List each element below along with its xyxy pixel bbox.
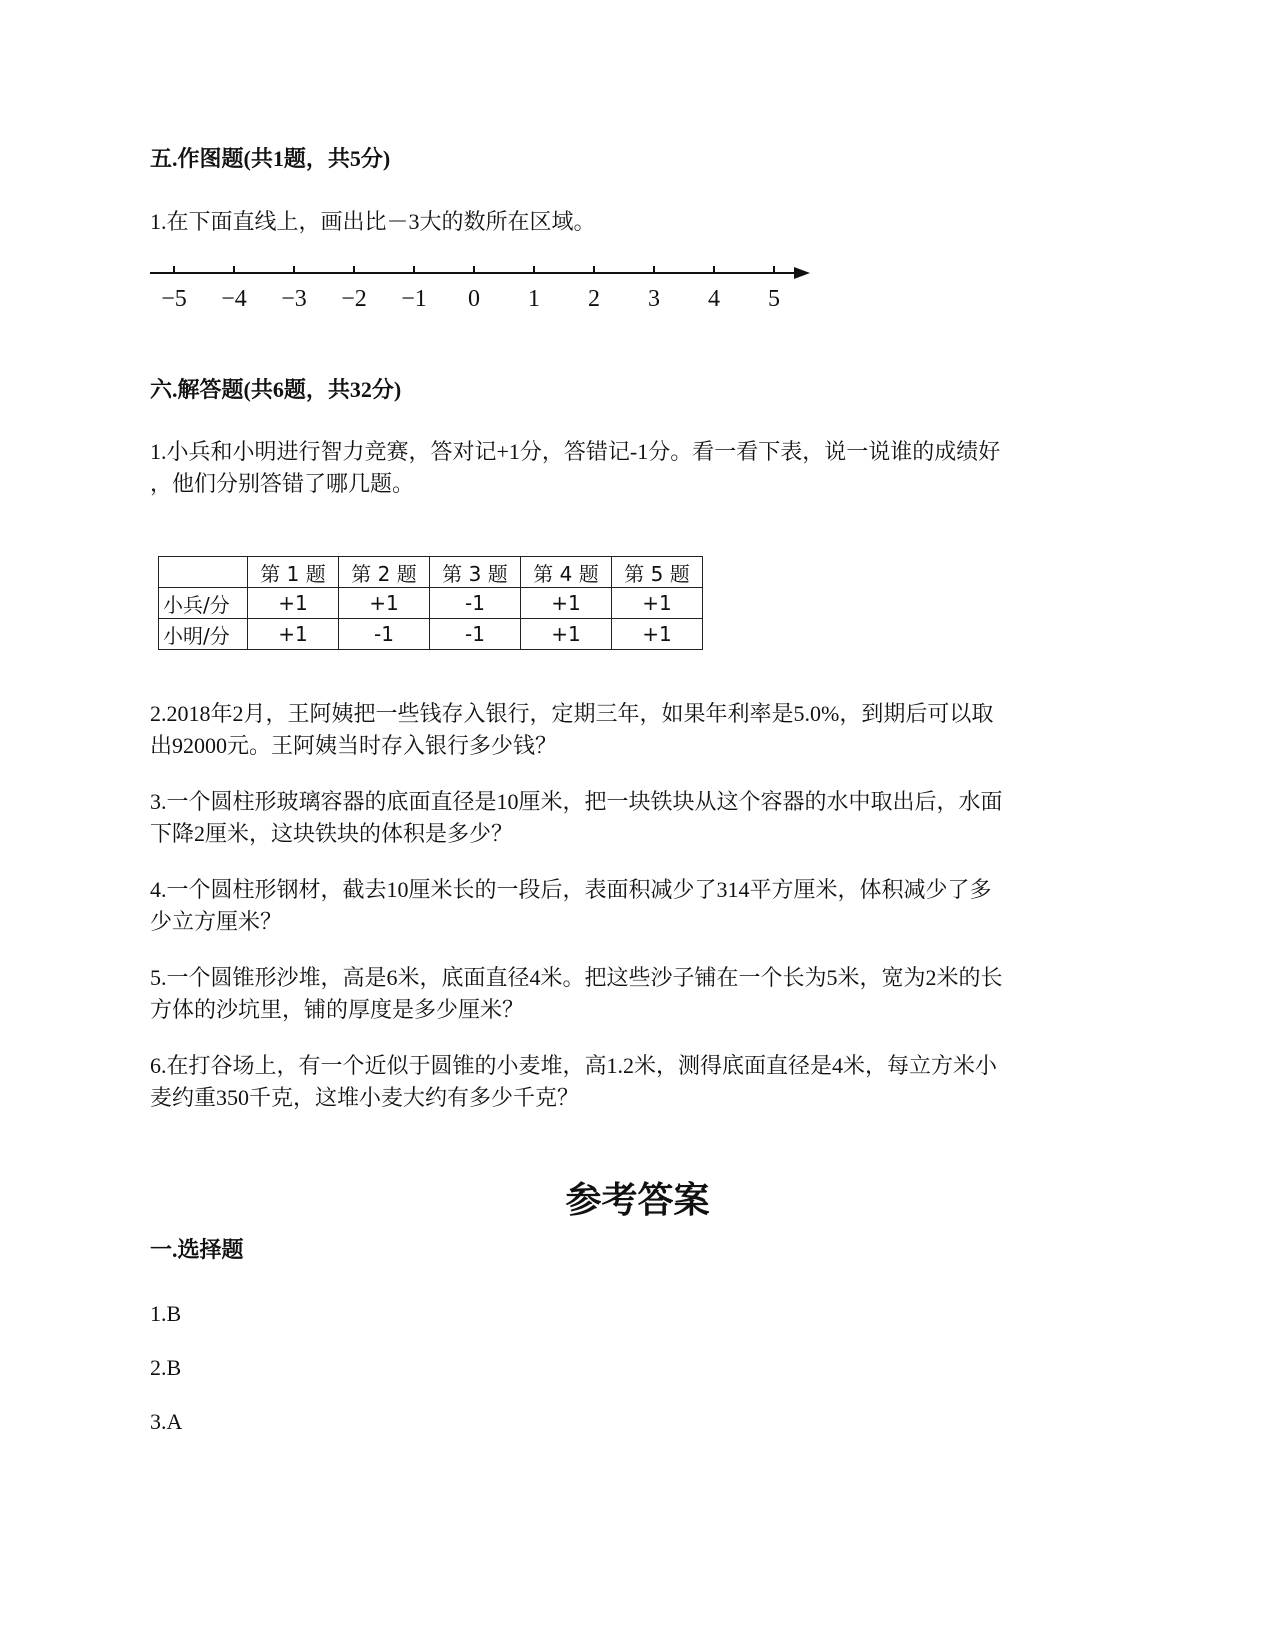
section6-question-2 [150,698,1120,762]
question-text-line2: 下降2厘米，这块铁块的体积是多少？ [150,821,514,846]
question-text-line1: 5.一个圆锥形沙堆，高是6米，底面直径4米。把这些沙子铺在一个长为5米，宽为2米的长 [150,965,1003,990]
table-header-q2: 第 2 题 [339,557,430,588]
table-header-row [159,557,703,588]
question-text-line2: 出92000元。王阿姨当时存入银行多少钱？ [150,733,558,758]
table-cell: -1 [430,619,521,650]
number-line-ticks [174,266,774,273]
table-cell: +1 [248,619,339,650]
section6-question-5 [150,962,1120,1026]
table-header-q3: 第 3 题 [430,557,521,588]
table-cell: +1 [339,588,430,619]
number-line-labels [161,286,780,312]
number-line-tick-label: −2 [341,286,367,312]
number-line-tick-label: 1 [528,286,540,312]
answers-title: 参考答案 [565,1179,710,1221]
table-cell: +1 [612,588,703,619]
question-text-line1: 3.一个圆柱形玻璃容器的底面直径是10厘米，把一块铁块从这个容器的水中取出后，水面 [150,789,1003,814]
section6-question-4 [150,874,1120,938]
number-line-tick-label: −4 [221,286,247,312]
question-text-line1: 2.2018年2月，王阿姨把一些钱存入银行，定期三年，如果年利率是5.0%，到期后可以取 [150,701,994,726]
table-cell: -1 [339,619,430,650]
row-label: 小明/分 [159,619,248,650]
section6-heading: 六.解答题(共6题，共32分) [150,377,402,402]
table-cell: -1 [430,588,521,619]
answer-item: 3.A [150,1409,183,1434]
section5-heading: 五.作图题(共1题，共5分) [150,146,391,171]
number-line-tick-label: 3 [648,286,660,312]
answers-section1-heading: 一.选择题 [150,1237,244,1262]
question-text-line2: 麦约重350千克，这堆小麦大约有多少千克？ [150,1085,580,1110]
question-text-line1: 1.小兵和小明进行智力竞赛，答对记+1分，答错记-1分。看一看下表，说一说谁的成绩好 [150,439,1001,464]
question-text-line2: 少立方厘米？ [150,909,283,934]
number-line-arrow [794,267,810,279]
section5-question-1 [150,206,1120,238]
table-cell: +1 [521,588,612,619]
table-row [159,619,703,650]
number-line-tick-label: −3 [281,286,307,312]
table-header-q4: 第 4 题 [521,557,612,588]
number-line-tick-label: 0 [468,286,480,312]
question-text: 1.在下面直线上，画出比－3大的数所在区域。 [150,209,596,234]
answer-item: 1.B [150,1301,182,1326]
number-line-tick-label: 4 [708,286,720,312]
score-table [158,556,703,650]
row-label: 小兵/分 [159,588,248,619]
question-text-line1: 6.在打谷场上，有一个近似于圆锥的小麦堆，高1.2米，测得底面直径是4米，每立方米小 [150,1053,998,1078]
question-text-line2: ，他们分别答错了哪几题。 [150,471,415,496]
answer-item: 2.B [150,1355,182,1380]
table-header-q5: 第 5 题 [612,557,703,588]
number-line [148,258,818,318]
number-line-tick-label: 5 [768,286,780,312]
table-cell: +1 [521,619,612,650]
table-cell: +1 [612,619,703,650]
number-line-tick-label: −5 [161,286,187,312]
number-line-tick-label: −1 [401,286,427,312]
table-row [159,588,703,619]
section6-question-3 [150,786,1120,850]
section6-question-6 [150,1050,1120,1114]
question-text-line1: 4.一个圆柱形钢材，截去10厘米长的一段后，表面积减少了314平方厘米，体积减少了多 [150,877,992,902]
number-line-tick-label: 2 [588,286,600,312]
table-header-corner [159,557,248,588]
table-header-q1: 第 1 题 [248,557,339,588]
section6-question-1 [150,436,1120,500]
table-cell: +1 [248,588,339,619]
question-text-line2: 方体的沙坑里，铺的厚度是多少厘米？ [150,997,525,1022]
